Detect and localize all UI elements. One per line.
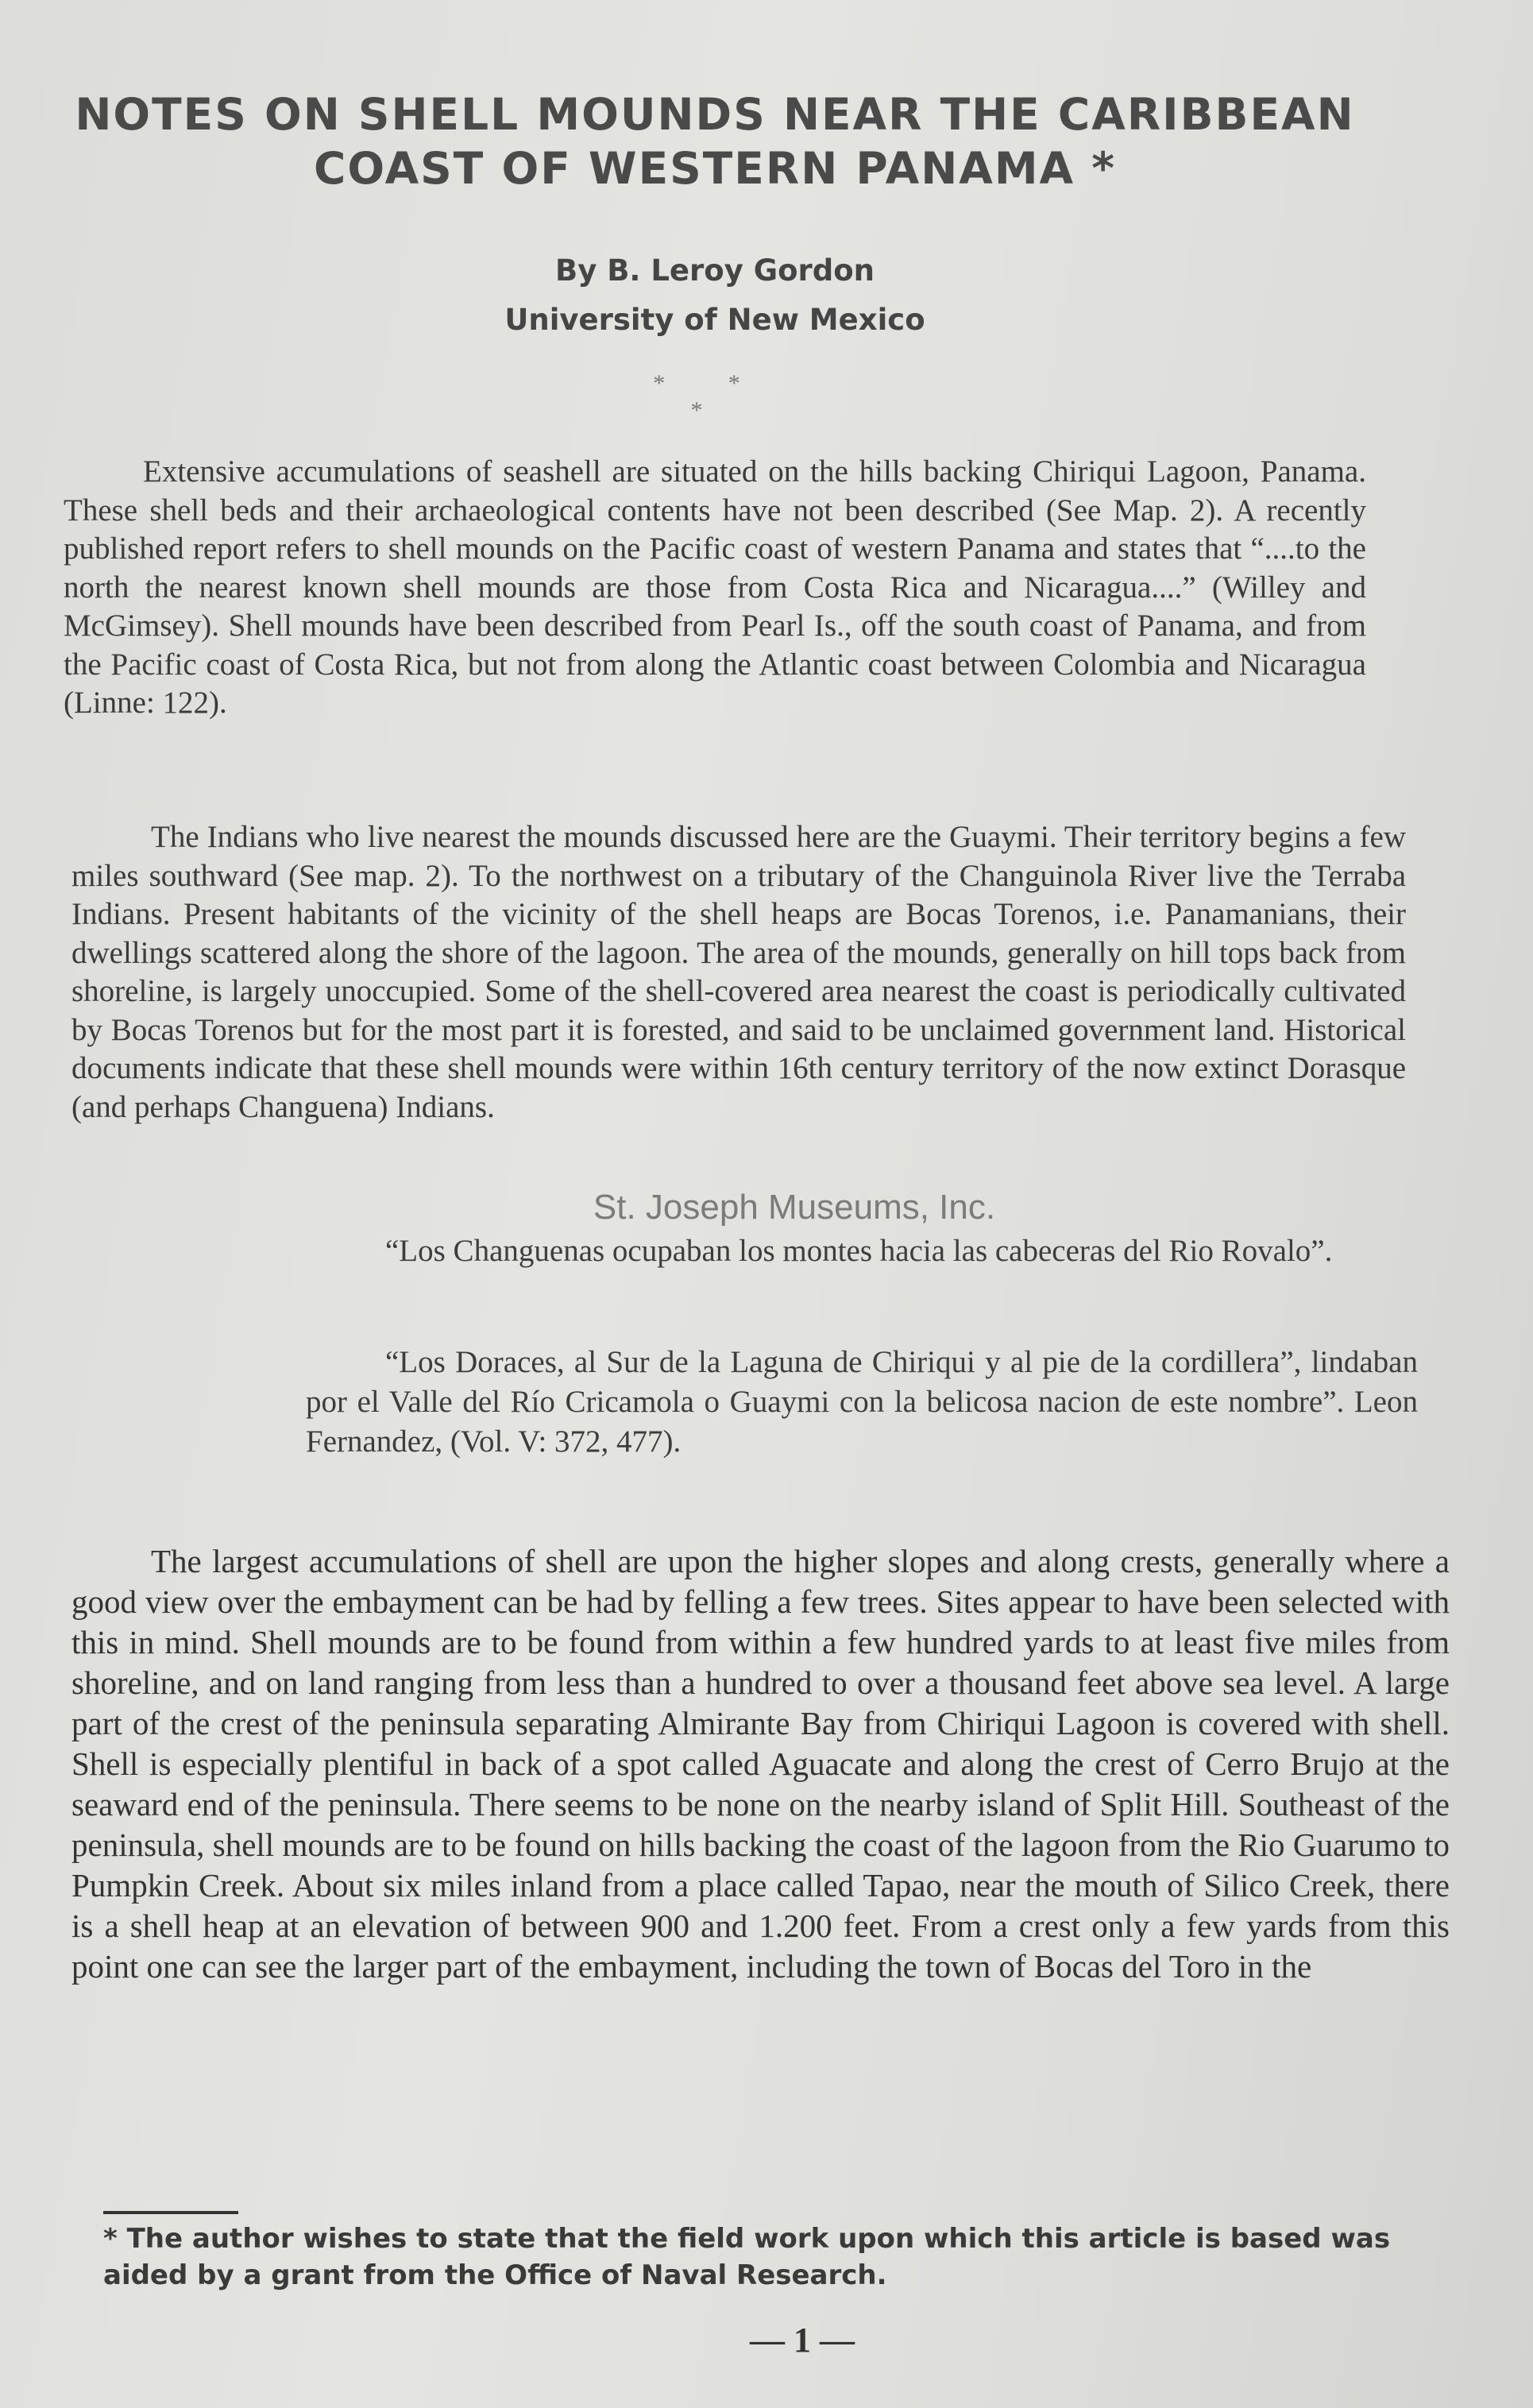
quote-doraces: “Los Doraces, al Sur de la Laguna de Chiriqui y al pie de la cordillera”, lindaban por el Valle del Río Cricamola o Guaymi con la belicosa nacion de este nombre”. Leon Fernandez, (Vol. V: 372, 477).	[306, 1345, 1418, 1459]
paragraph-accumulations: The largest accumulations of shell are upon the higher slopes and along crests, generally where a good view over the embayment can be had by felling a few trees. Sites appear to have been selected with this in mind. Shell mounds are to be found from within a few hundred yards to at least five miles from shoreline, and on land ranging from less than a hundred to over a thousand feet above sea level. A large part of the crest of the peninsula separating Almirante Bay from Chiriqui Lagoon is covered with shell. Shell is especially plentiful in back of a spot called Aguacate and along the crest of Cerro Brujo at the seaward end of the peninsula. There seems to be none on the nearby island of Split Hill. Southeast of the peninsula, shell mounds are to be found on hills backing the coast of the lagoon from the Rio Guarumo to Pumpkin Creek. About six miles inland from a place called Tapao, near the mouth of Silico Creek, there is a shell heap at an elevation of between 900 and 1.200 feet. From a crest only a few yards from this point one can see the larger part of the embayment, including the town of Bocas del Toro in the	[71, 1543, 1450, 1985]
article-title: NOTES ON SHELL MOUNDS NEAR THE CARIBBEAN COAST OF WESTERN PANAMA *	[75, 89, 1355, 194]
footnote-rule	[103, 2211, 238, 2214]
author-name: By B. Leroy Gordon	[555, 253, 875, 288]
paragraph-intro: Extensive accumulations of seashell are situated on the hills backing Chiriqui Lagoon, Panama. These shell beds and their archaeological contents have not been described (See Map. 2). A recently published report refers to shell mounds on the Pacific coast of western Panama and states that “....to the north the nearest known shell mounds are those from Costa Rica and Nicaragua....” (Willey and McGimsey). Shell mounds have been described from Pearl Is., off the south coast of Panama, and from the Pacific coast of Costa Rica, but not from along the Atlantic coast between Colombia and Nicaragua (Linne: 122).	[64, 454, 1366, 720]
section-separator: * * *	[653, 370, 769, 423]
quote-changuenas: “Los Changuenas ocupaban los montes hacia las cabeceras del Rio Rovalo”.	[385, 1234, 1333, 1268]
byline	[318, 246, 1112, 345]
page-number: — 1 —	[750, 2321, 855, 2360]
watermark: St. Joseph Museums, Inc.	[593, 1188, 996, 1227]
footnote: * The author wishes to state that the field work upon which this article is based was aided by a grant from the Office of Naval Research.	[103, 2223, 1391, 2291]
author-affiliation: University of New Mexico	[504, 303, 925, 337]
paragraph-indians: The Indians who live nearest the mounds discussed here are the Guaymi. Their territory begins a few miles southward (See map. 2). To the northwest on a tributary of the Changuinola River live the Terraba Indians. Present habitants of the vicinity of the shell heaps are Bocas Torenos, i.e. Panamanians, their dwellings scattered along the shore of the lagoon. The area of the mounds, generally on hill tops back from shoreline, is largely unoccupied. Some of the shell-covered area nearest the coast is periodically cultivated by Bocas Torenos but for the most part it is forested, and said to be unclaimed government land. Historical documents indicate that these shell mounds were within 16th century territory of the now extinct Dorasque (and perhaps Changuena) Indians.	[71, 820, 1406, 1124]
